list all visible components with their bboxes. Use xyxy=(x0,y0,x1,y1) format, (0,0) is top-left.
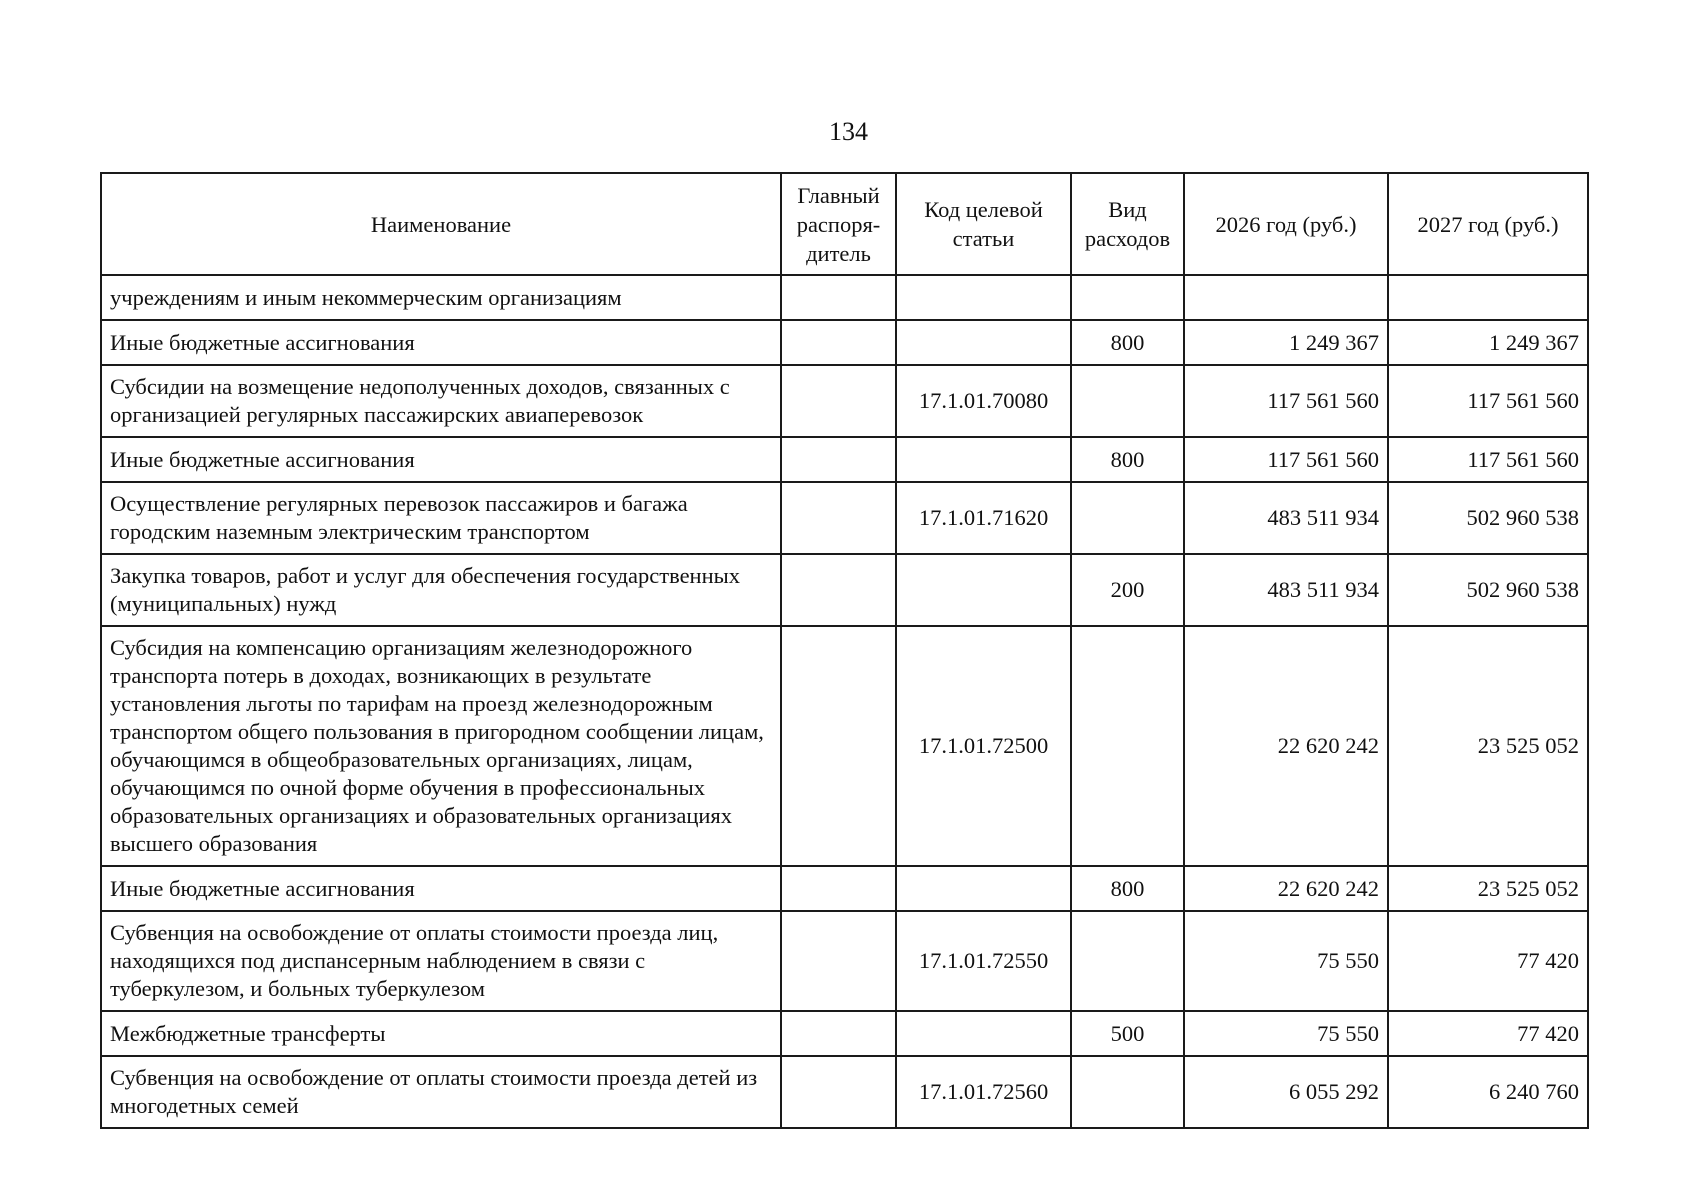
table-row xyxy=(101,1056,1588,1128)
cell-type xyxy=(1071,365,1184,437)
cell-manager xyxy=(781,437,896,482)
cell-2027: 23 525 052 xyxy=(1388,866,1588,911)
cell-2027: 23 525 052 xyxy=(1388,626,1588,866)
cell-manager xyxy=(781,320,896,365)
cell-code xyxy=(896,320,1071,365)
cell-code: 17.1.01.72560 xyxy=(896,1056,1071,1128)
table-row xyxy=(101,275,1588,320)
table-row xyxy=(101,437,1588,482)
cell-2026: 117 561 560 xyxy=(1184,365,1388,437)
cell-type: 800 xyxy=(1071,320,1184,365)
cell-manager xyxy=(781,1056,896,1128)
header-expense-type: Вид расходов xyxy=(1071,173,1184,275)
cell-name: Субсидии на возмещение недополученных доходов, связанных с организацией регулярных пассажирских авиаперевозок xyxy=(101,365,781,437)
cell-2026: 483 511 934 xyxy=(1184,554,1388,626)
header-year-2026: 2026 год (руб.) xyxy=(1184,173,1388,275)
cell-manager xyxy=(781,275,896,320)
table-row xyxy=(101,365,1588,437)
cell-type xyxy=(1071,626,1184,866)
page-number: 134 xyxy=(829,117,868,146)
cell-type: 500 xyxy=(1071,1011,1184,1056)
cell-name: Субвенция на освобождение от оплаты стоимости проезда детей из многодетных семей xyxy=(101,1056,781,1128)
table-row xyxy=(101,1011,1588,1056)
header-target-code: Код целевой статьи xyxy=(896,173,1071,275)
cell-code: 17.1.01.70080 xyxy=(896,365,1071,437)
header-name: Наименование xyxy=(101,173,781,275)
cell-2027 xyxy=(1388,275,1588,320)
cell-2027: 502 960 538 xyxy=(1388,482,1588,554)
cell-manager xyxy=(781,626,896,866)
header-row xyxy=(101,173,1588,275)
cell-2026 xyxy=(1184,275,1388,320)
cell-2027: 77 420 xyxy=(1388,1011,1588,1056)
cell-type xyxy=(1071,275,1184,320)
cell-name: Иные бюджетные ассигнования xyxy=(101,320,781,365)
cell-code: 17.1.01.72550 xyxy=(896,911,1071,1011)
cell-type: 200 xyxy=(1071,554,1184,626)
budget-table xyxy=(100,172,1589,1129)
cell-type: 800 xyxy=(1071,866,1184,911)
cell-2027: 1 249 367 xyxy=(1388,320,1588,365)
cell-2026: 483 511 934 xyxy=(1184,482,1388,554)
cell-name: Иные бюджетные ассигнования xyxy=(101,866,781,911)
cell-2026: 1 249 367 xyxy=(1184,320,1388,365)
cell-name: Субсидия на компенсацию организациям железнодорожного транспорта потерь в доходах, возникающих в результате установления льготы по тарифам на проезд железнодорожным транспортом общего пользования в пригородном сообщении лицам, обучающимся в общеобразовательных организациях, лицам, обучающимся по очной форме обучения в профессиональных образовательных организациях и образовательных организациях высшего образования xyxy=(101,626,781,866)
cell-2027: 6 240 760 xyxy=(1388,1056,1588,1128)
cell-code xyxy=(896,866,1071,911)
cell-name: Осуществление регулярных перевозок пассажиров и багажа городским наземным электрическим транспортом xyxy=(101,482,781,554)
cell-2026: 22 620 242 xyxy=(1184,626,1388,866)
cell-type: 800 xyxy=(1071,437,1184,482)
cell-manager xyxy=(781,554,896,626)
cell-manager xyxy=(781,911,896,1011)
table-row xyxy=(101,866,1588,911)
cell-code: 17.1.01.72500 xyxy=(896,626,1071,866)
header-year-2027: 2027 год (руб.) xyxy=(1388,173,1588,275)
cell-code xyxy=(896,437,1071,482)
cell-2027: 117 561 560 xyxy=(1388,365,1588,437)
cell-type xyxy=(1071,482,1184,554)
cell-code xyxy=(896,554,1071,626)
cell-2027: 502 960 538 xyxy=(1388,554,1588,626)
table-row xyxy=(101,911,1588,1011)
cell-2027: 77 420 xyxy=(1388,911,1588,1011)
cell-2026: 117 561 560 xyxy=(1184,437,1388,482)
cell-2026: 75 550 xyxy=(1184,1011,1388,1056)
cell-manager xyxy=(781,365,896,437)
cell-name: учреждениям и иным некоммерческим организациям xyxy=(101,275,781,320)
cell-code xyxy=(896,275,1071,320)
table-row xyxy=(101,554,1588,626)
cell-type xyxy=(1071,1056,1184,1128)
table-row xyxy=(101,320,1588,365)
cell-manager xyxy=(781,482,896,554)
cell-manager xyxy=(781,1011,896,1056)
cell-name: Субвенция на освобождение от оплаты стоимости проезда лиц, находящихся под диспансерным наблюдением в связи с туберкулезом, и больных туберкулезом xyxy=(101,911,781,1011)
cell-2026: 75 550 xyxy=(1184,911,1388,1011)
cell-2027: 117 561 560 xyxy=(1388,437,1588,482)
header-main-manager: Главный распоря-дитель xyxy=(781,173,896,275)
cell-2026: 6 055 292 xyxy=(1184,1056,1388,1128)
cell-name: Межбюджетные трансферты xyxy=(101,1011,781,1056)
cell-2026: 22 620 242 xyxy=(1184,866,1388,911)
cell-name: Иные бюджетные ассигнования xyxy=(101,437,781,482)
table-row xyxy=(101,482,1588,554)
table-row xyxy=(101,626,1588,866)
cell-code xyxy=(896,1011,1071,1056)
cell-code: 17.1.01.71620 xyxy=(896,482,1071,554)
cell-manager xyxy=(781,866,896,911)
cell-type xyxy=(1071,911,1184,1011)
cell-name: Закупка товаров, работ и услуг для обеспечения государственных (муниципальных) нужд xyxy=(101,554,781,626)
